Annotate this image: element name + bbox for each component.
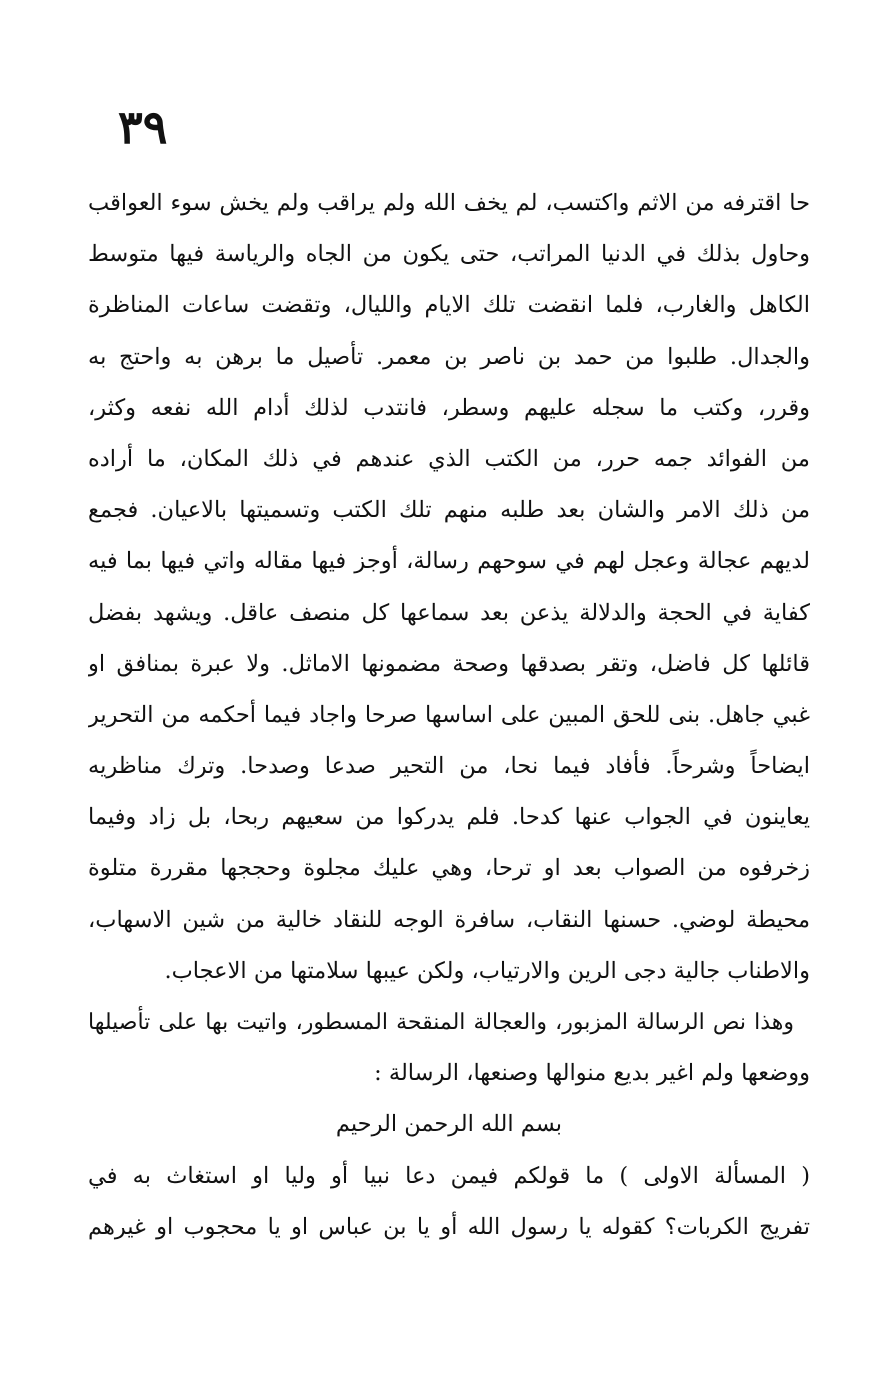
text-line: من الفوائد جمه حرر، من الكتب الذي عندهم في ذلك المكان، ما أراده	[88, 445, 810, 472]
text-line: يعاينون في الجواب عنها كدحا. فلم يدركوا من سعيهم ربحا، بل زاد وفيما	[88, 804, 810, 831]
text-line: وحاول بذلك في الدنيا المراتب، حتى يكون من الجاه والرياسة فيها متوسط	[88, 241, 810, 268]
text-line: لديهم عجالة وعجل لهم في سوحهم رسالة، أوجز فيها مقاله واتي فيها بما فيه	[88, 548, 810, 575]
text-line: والاطناب جالية دجى الرين والارتياب، ولكن عيبها سلامتها من الاعجاب.	[164, 957, 810, 984]
text-line: كفاية في الحجة والدلالة يذعن بعد سماعها كل منصف عاقل. ويشهد بفضل	[88, 599, 810, 626]
text-line: من ذلك الامر والشان بعد طلبه منهم تلك الكتب وتسميتها بالاعيان. فجمع	[88, 497, 810, 524]
text-line: والجدال. طلبوا من حمد بن ناصر بن معمر. تأصيل ما برهن به واحتج به	[88, 343, 810, 370]
body-text	[88, 178, 810, 1253]
text-line: ووضعها ولم اغير بديع منوالها وصنعها، الرسالة :	[374, 1060, 810, 1087]
text-line: تفريج الكربات؟ كقوله يا رسول الله أو يا بن عباس او يا محجوب او غيرهم	[88, 1213, 810, 1240]
basmala-line: بسم الله الرحمن الرحيم	[335, 1111, 563, 1138]
page-number: ٣٩	[118, 100, 168, 154]
text-line: وقرر، وكتب ما سجله عليهم وسطر، فانتدب لذلك أدام الله نفعه وكثر،	[88, 394, 810, 421]
text-line: وهذا نص الرسالة المزبور، والعجالة المنقحة المسطور، واتيت بها على تأصيلها	[88, 1010, 794, 1035]
text-line: ( المسألة الاولى ) ما قولكم فيمن دعا نبيا أو وليا او استغاث به في	[88, 1162, 810, 1189]
text-line: محيطة لوضي. حسنها النقاب، سافرة الوجه للنقاد خالية من شين الاسهاب،	[88, 906, 810, 933]
text-line: قائلها كل فاضل، وتقر بصدقها وصحة مضمونها الاماثل. ولا عبرة بمنافق او	[88, 650, 810, 677]
text-line: الكاهل والغارب، فلما انقضت تلك الايام والليال، وتقضت ساعات المناظرة	[88, 292, 810, 319]
text-line: ايضاحاً وشرحاً. فأفاد فيما نحا، من التحير صدعا وصدحا. وترك مناظريه	[88, 753, 810, 780]
text-line: حا اقترفه من الاثم واكتسب، لم يخف الله ولم يراقب ولم يخش سوء العواقب	[88, 190, 810, 216]
text-line: زخرفوه من الصواب بعد او ترحا، وهي عليك مجلوة وحججها مقررة متلوة	[88, 855, 810, 882]
text-line: غبي جاهل. بنى للحق المبين على اساسها صرحا واجاد فيما أحكمه من التحرير	[88, 701, 810, 728]
